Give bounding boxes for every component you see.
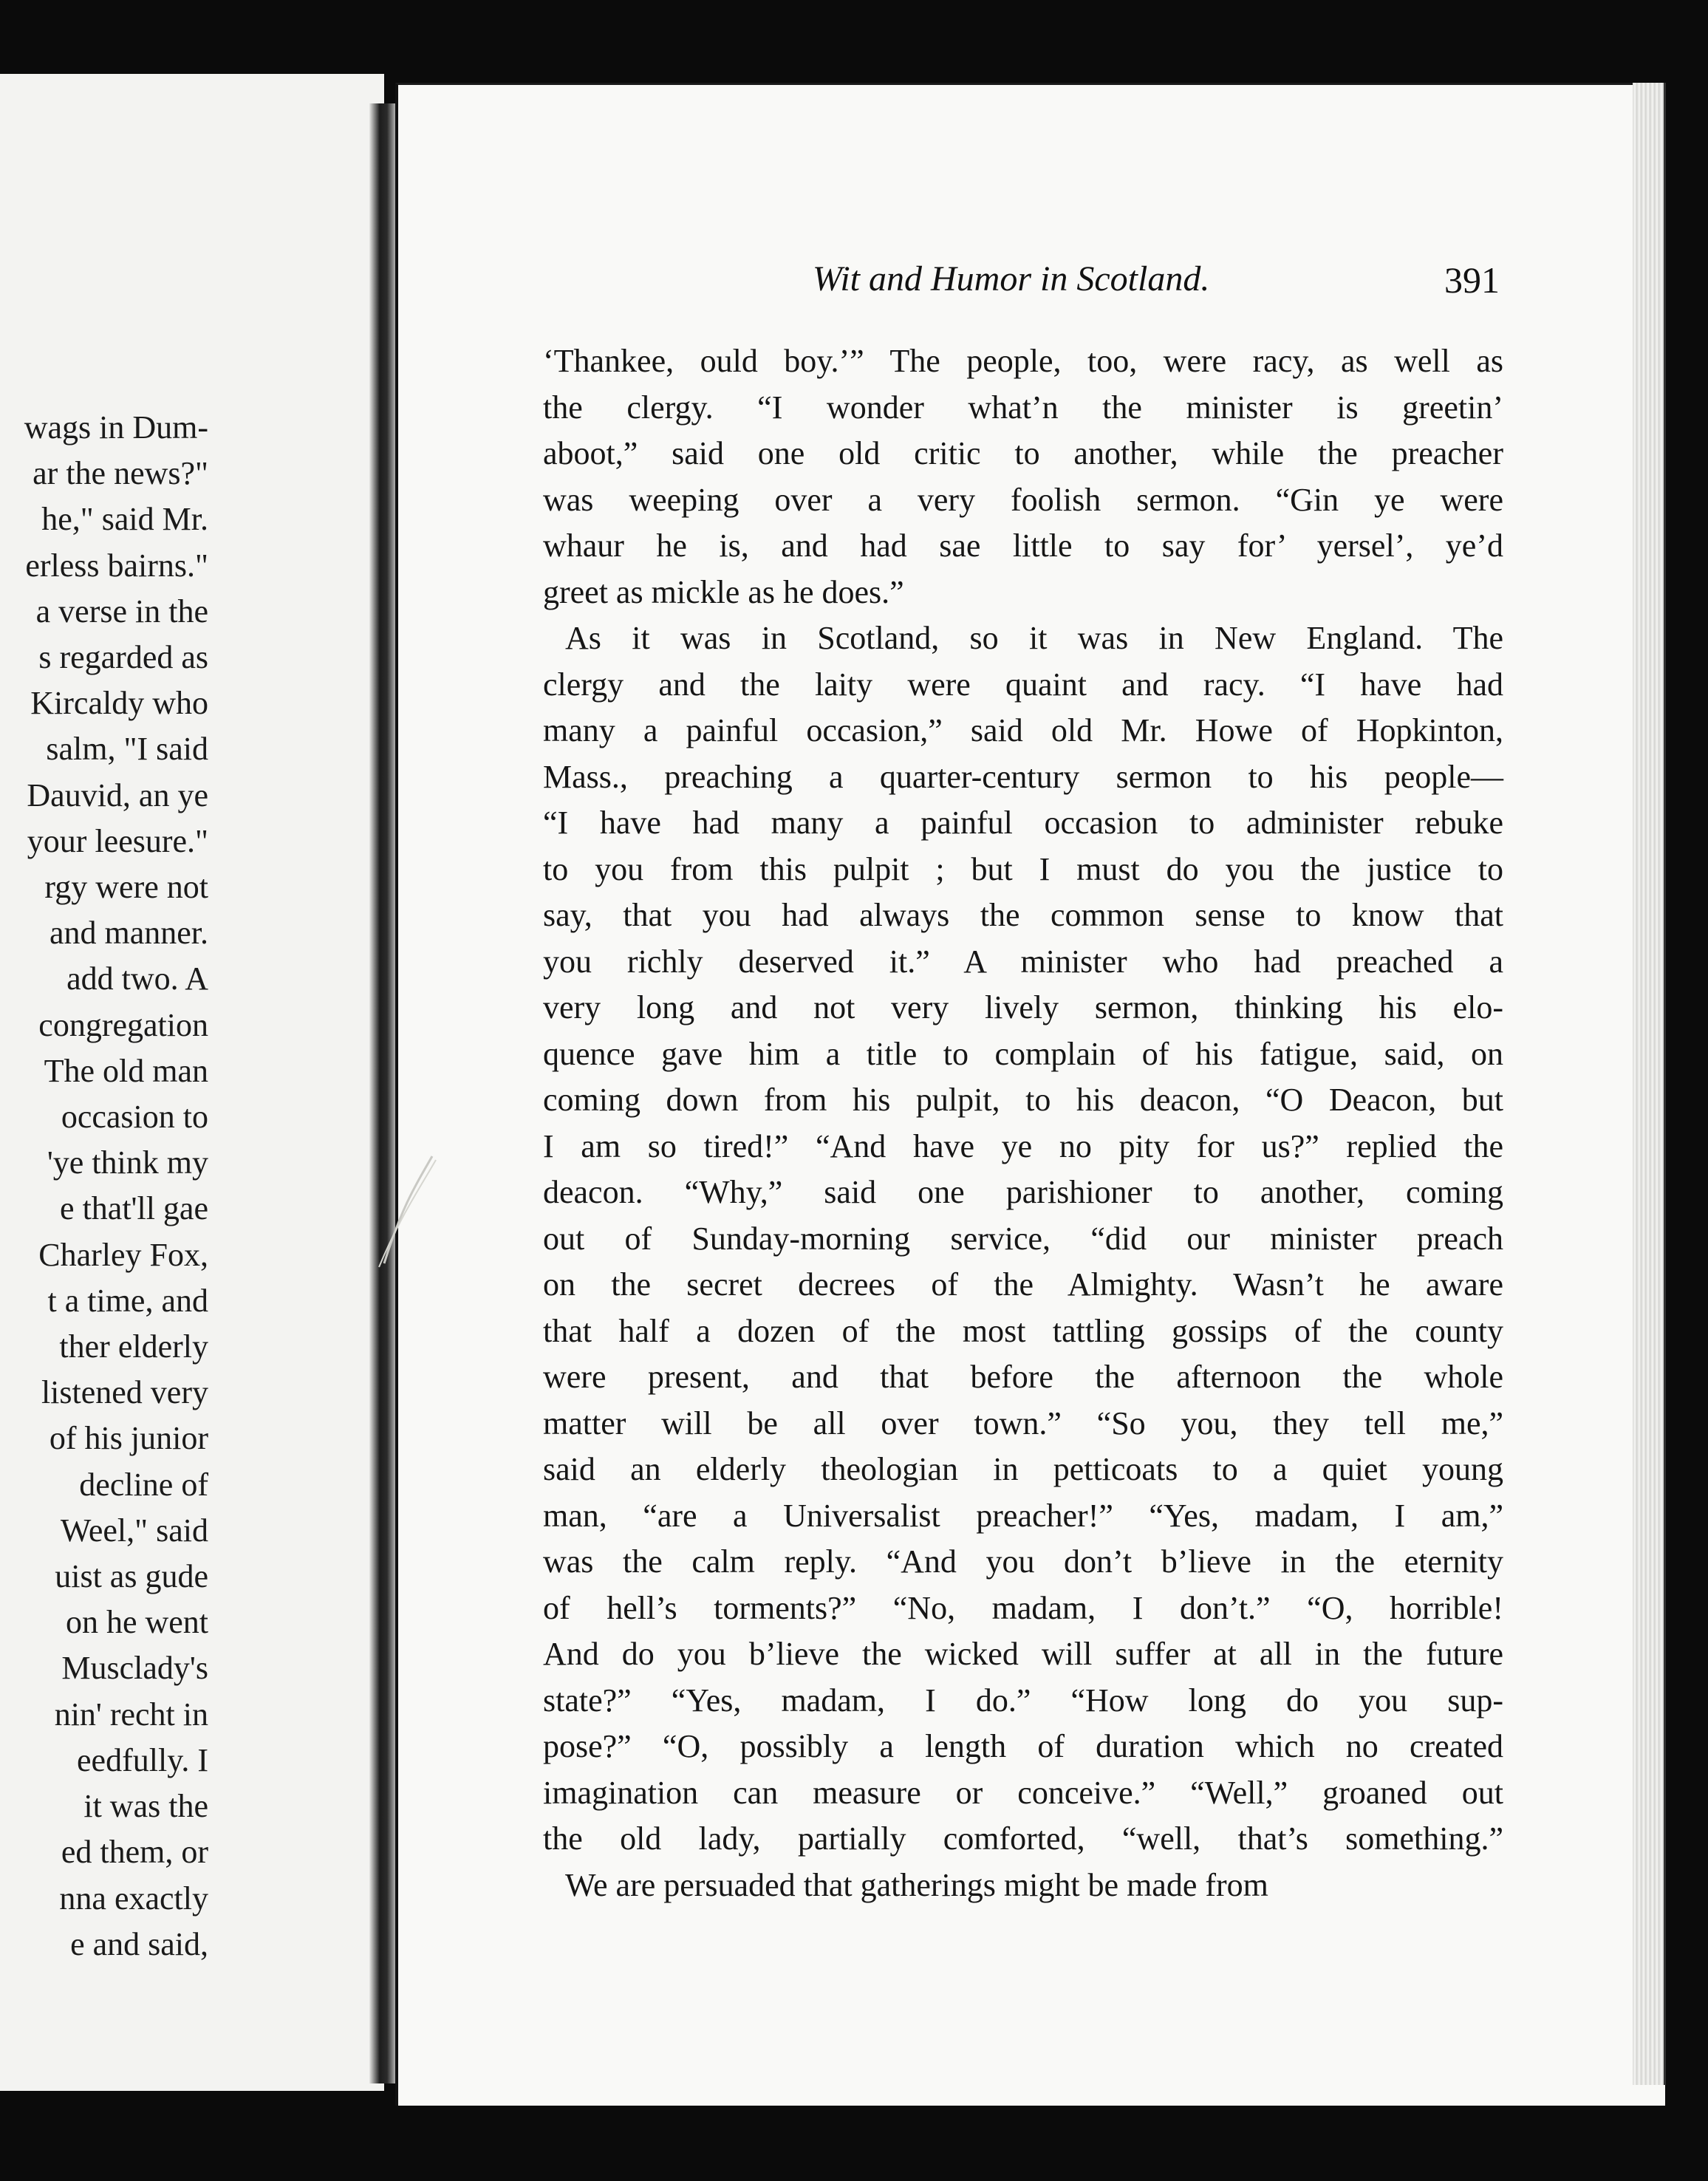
left-page-line: Charley Fox, [38, 1236, 208, 1273]
text-line: many a painful occasion,” said old Mr. Howe of Hopkinton, [543, 712, 1503, 748]
text-line: deacon. “Why,” said one parishioner to another, coming [543, 1174, 1503, 1210]
left-page-line: it was the [83, 1788, 208, 1825]
left-page-line: ar the news?" [33, 455, 208, 492]
left-page-line: and manner. [49, 915, 208, 952]
left-page [0, 74, 384, 2091]
text-line: pose?” “O, possibly a length of duration which no created [543, 1728, 1503, 1764]
text-line: were present, and that before the afternoon the whole [543, 1359, 1503, 1395]
text-line: said an elderly theologian in petticoats to a quiet young [543, 1451, 1503, 1487]
left-page-line: Musclady's [61, 1650, 208, 1687]
text-line: whaur he is, and had sae little to say for’ yersel’, ye’d [543, 528, 1503, 564]
text-line: that half a dozen of the most tattling gossips of the county [543, 1312, 1503, 1349]
left-page-line: salm, "I said [46, 731, 208, 768]
text-line: As it was in Scotland, so it was in New England. The [565, 620, 1503, 656]
page-edge [1633, 83, 1666, 2085]
left-page-line: of his junior [49, 1420, 208, 1457]
text-line: state?” “Yes, madam, I do.” “How long do you sup- [543, 1682, 1503, 1718]
left-page-line: e and said, [70, 1925, 208, 1962]
text-line: matter will be all over town.” “So you, they tell me,” [543, 1404, 1503, 1441]
left-page-line: ther elderly [59, 1328, 208, 1365]
text-line: clergy and the laity were quaint and racy. “I have had [543, 666, 1503, 703]
text-line: And do you b’lieve the wicked will suffer at all in the future [543, 1636, 1503, 1672]
left-page-line: Kircaldy who [30, 685, 208, 722]
left-page-line: on he went [65, 1604, 208, 1641]
left-page-line: he," said Mr. [41, 501, 208, 538]
left-page-line: nna exactly [59, 1880, 208, 1917]
left-page-line: uist as gude [55, 1558, 208, 1595]
left-page-line: occasion to [61, 1099, 208, 1136]
text-line: on the secret decrees of the Almighty. Wasn’t he aware [543, 1266, 1503, 1303]
left-page-text [0, 405, 208, 1967]
left-page-line: 'ye think my [47, 1144, 208, 1181]
left-page-line: s regarded as [38, 639, 208, 676]
left-page-line: erless bairns." [25, 547, 208, 584]
text-line: the old lady, partially comforted, “well, that’s something.” [543, 1820, 1503, 1857]
text-line: of hell’s torments?” “No, madam, I don’t.” “O, horrible! [543, 1589, 1503, 1626]
text-line: greet as mickle as he does.” [543, 573, 904, 610]
text-line: I am so tired!” “And have ye no pity for us?” replied the [543, 1127, 1503, 1164]
left-page-line: rgy were not [44, 869, 208, 906]
text-line: out of Sunday-morning service, “did our minister preach [543, 1220, 1503, 1257]
left-page-line: t a time, and [47, 1282, 208, 1319]
page-number: 391 [1444, 259, 1500, 301]
left-page-line: listened very [41, 1374, 208, 1411]
text-line: man, “are a Universalist preacher!” “Yes, madam, I am,” [543, 1497, 1503, 1534]
left-page-line: add two. A [66, 960, 208, 997]
left-page-line: eedfully. I [77, 1741, 208, 1778]
text-line: to you from this pulpit ; but I must do you the justice to [543, 850, 1503, 887]
text-line: the clergy. “I wonder what’n the minister is greetin’ [543, 389, 1503, 426]
left-page-line: Dauvid, an ye [27, 777, 208, 813]
left-page-line: The old man [44, 1052, 208, 1089]
left-page-line: wags in Dum- [24, 409, 208, 446]
book-gutter [369, 103, 399, 2083]
left-page-line: decline of [79, 1466, 208, 1503]
loose-thread [373, 1153, 440, 1271]
text-line: coming down from his pulpit, to his deacon, “O Deacon, but [543, 1082, 1503, 1118]
body-text [543, 338, 1503, 1908]
text-line: imagination can measure or conceive.” “Well,” groaned out [543, 1774, 1503, 1811]
left-page-line: nin' recht in [54, 1696, 208, 1733]
left-page-line: e that'll gae [60, 1190, 208, 1227]
running-head: Wit and Humor in Scotland. [813, 259, 1210, 298]
text-line: “I have had many a painful occasion to administer rebuke [543, 805, 1503, 841]
left-page-line: congregation [38, 1006, 208, 1043]
text-line: was weeping over a very foolish sermon. “Gin ye were [543, 481, 1503, 518]
text-line: Mass., preaching a quarter-century sermon to his people— [543, 758, 1503, 795]
left-page-line: Weel," said [60, 1512, 208, 1549]
text-line: aboot,” said one old critic to another, while the preacher [543, 435, 1503, 471]
left-page-line: your leesure." [27, 822, 208, 859]
left-page-line: ed them, or [61, 1834, 208, 1871]
text-line: quence gave him a title to complain of his fatigue, said, on [543, 1035, 1503, 1072]
text-line: was the calm reply. “And you don’t b’lieve in the eternity [543, 1543, 1503, 1580]
text-line: very long and not very lively sermon, thinking his elo- [543, 989, 1503, 1025]
text-line: We are persuaded that gatherings might be made from [565, 1866, 1268, 1903]
text-line: you richly deserved it.” A minister who had preached a [543, 943, 1503, 980]
text-line: ‘Thankee, ould boy.’” The people, too, were racy, as well as [543, 343, 1503, 379]
left-page-line: a verse in the [35, 593, 208, 629]
text-line: say, that you had always the common sense to know that [543, 897, 1503, 933]
